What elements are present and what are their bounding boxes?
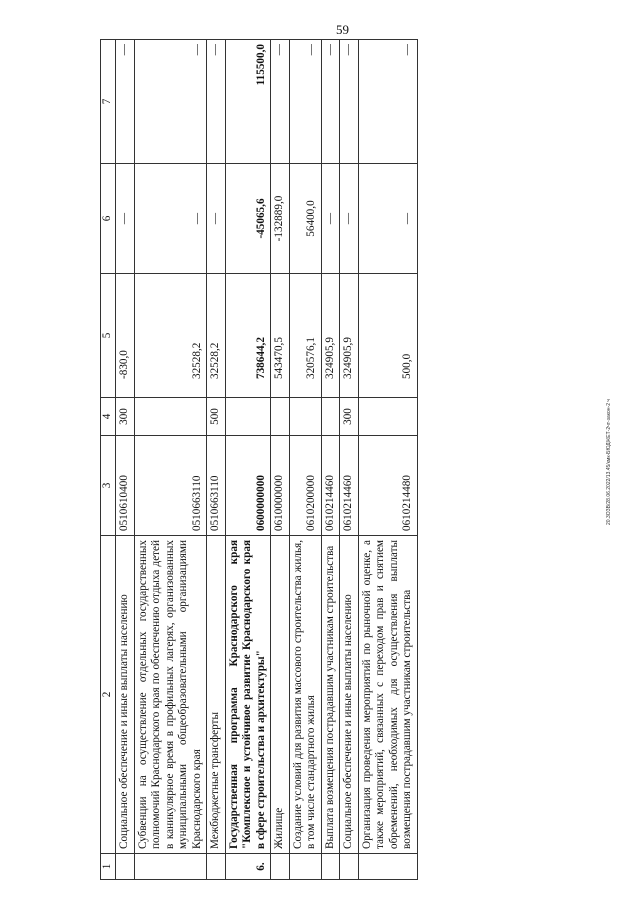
budget-table [100,39,418,880]
header-cell-5: 5 [101,274,116,398]
row-value-col6: — [134,164,207,274]
row-value-col5: 738644,2 [225,274,271,398]
row-number [207,854,226,880]
row-number [134,854,207,880]
row-value-col5: 543470,5 [271,274,290,398]
table-row [207,40,226,880]
row-expense-type: 300 [340,398,359,436]
row-name: Создание условий для развития массового строительства жилья, в том числе стандартного жилья [289,536,321,854]
row-value-col6: -45065,6 [225,164,271,274]
rotated-table-container [100,40,596,880]
row-value-col7: — [289,40,321,164]
row-number [358,854,417,880]
header-cell-2: 2 [101,536,116,854]
row-expense-type: 300 [116,398,135,436]
row-value-col7: — [207,40,226,164]
row-code: 0610214460 [321,436,340,536]
row-code: 0610000000 [271,436,290,536]
row-number [340,854,359,880]
table-row [271,40,290,880]
row-name: Субвенции на осуществление отдельных государственных полномочий Краснодарского края по обеспечению отдыха детей в каникулярное время в профильных лагерях, организованных муниципальными общеобразовательными организациями Краснодарского края [134,536,207,854]
row-code: 0610214460 [340,436,359,536]
table-row [321,40,340,880]
row-code: 0510610400 [116,436,135,536]
row-number: 6. [225,854,271,880]
row-value-col7: — [340,40,359,164]
row-value-col6: -132889,0 [271,164,290,274]
row-value-col6: — [340,164,359,274]
header-cell-7: 7 [101,40,116,164]
row-value-col7: — [271,40,290,164]
table-row [289,40,321,880]
row-name: Социальное обеспечение и иные выплаты населению [340,536,359,854]
row-value-col6: — [207,164,226,274]
row-name: Государственная программа Краснодарского края "Комплексное и устойчивое развитие Краснодарского края в сфере строительства и архитектуры" [225,536,271,854]
header-cell-1: 1 [101,854,116,880]
row-value-col7: — [134,40,207,164]
row-code: 0600000000 [225,436,271,536]
row-name: Межбюджетные трансферты [207,536,226,854]
row-value-col5: 32528,2 [207,274,226,398]
table-row [358,40,417,880]
row-value-col5: 320576,1 [289,274,321,398]
row-name: Организация проведения мероприятий по рыночной оценке, а также мероприятий, связанных с переходом прав и снятием обременений, необходимых для осуществления выплаты возмещения пострадавшим участникам строительства [358,536,417,854]
row-code: 0610214480 [358,436,417,536]
row-expense-type [358,398,417,436]
row-value-col5: -830,0 [116,274,135,398]
row-number [271,854,290,880]
row-value-col6: — [321,164,340,274]
row-number [321,854,340,880]
table-row [116,40,135,880]
row-expense-type: 500 [207,398,226,436]
row-name: Жилище [271,536,290,854]
row-value-col6: 56400,0 [289,164,321,274]
row-code: 0510663110 [207,436,226,536]
header-cell-6: 6 [101,164,116,274]
row-expense-type [289,398,321,436]
row-code: 0510663110 [134,436,207,536]
row-value-col5: 32528,2 [134,274,207,398]
header-cell-4: 4 [101,398,116,436]
row-value-col6: — [358,164,417,274]
row-name: Выплата возмещения пострадавшим участникам строительства [321,536,340,854]
table-row [134,40,207,880]
document-stamp-text: 20.3ОЗВ/28.06.2022/13.45/кмк-БЮДЖЕТ-2чт-закон-2 ч [606,399,612,525]
table-rotated [100,40,596,880]
header-cell-3: 3 [101,436,116,536]
row-value-col7: 115500,0 [225,40,271,164]
row-expense-type [134,398,207,436]
row-value-col5: 324905,9 [340,274,359,398]
row-number [289,854,321,880]
row-expense-type [225,398,271,436]
table-body [101,40,418,880]
row-expense-type [321,398,340,436]
row-number [116,854,135,880]
row-name: Социальное обеспечение и иные выплаты населению [116,536,135,854]
table-row [225,40,271,880]
row-value-col5: 324905,9 [321,274,340,398]
row-value-col7: — [116,40,135,164]
table-row [340,40,359,880]
table-header-row [101,40,116,880]
row-code: 0610200000 [289,436,321,536]
page-number: 59 [336,22,349,37]
row-value-col5: 500,0 [358,274,417,398]
row-value-col6: — [116,164,135,274]
row-value-col7: — [358,40,417,164]
row-expense-type [271,398,290,436]
document-stamp [603,42,615,882]
row-value-col7: — [321,40,340,164]
